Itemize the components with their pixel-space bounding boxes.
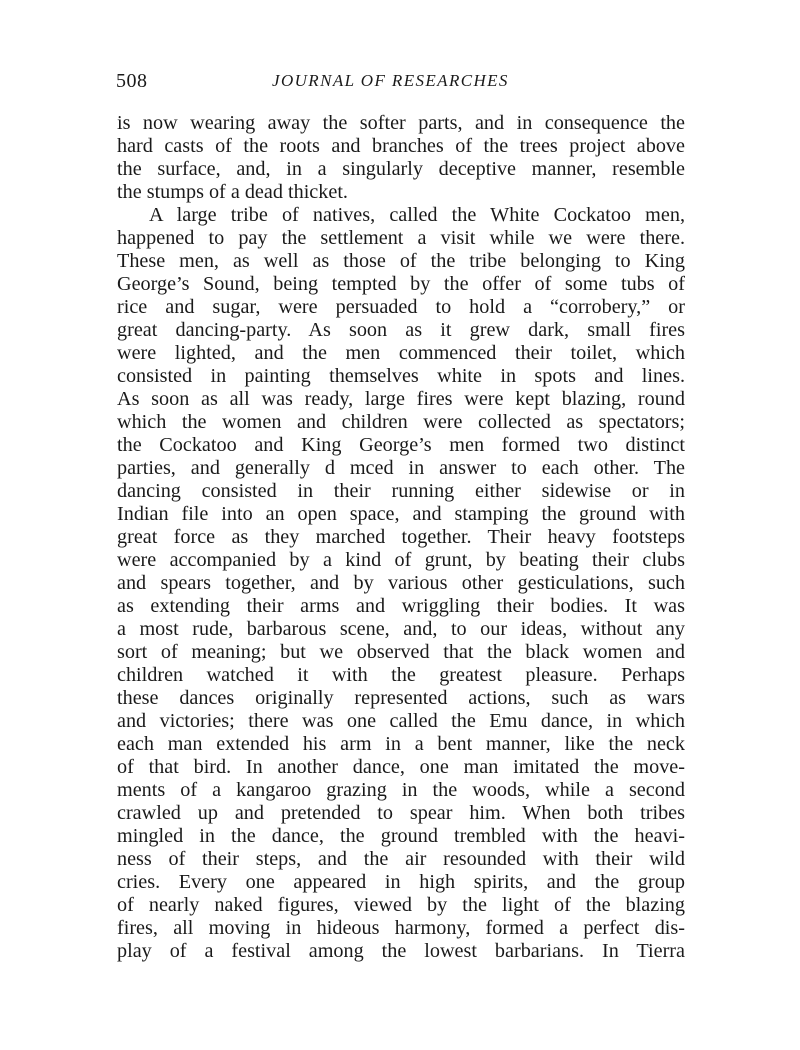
running-title: JOURNAL OF RESEARCHES — [272, 71, 509, 90]
text-line: the surface, and, in a singularly deceptive manner, resemble — [117, 158, 685, 180]
text-line: of nearly naked figures, viewed by the light of the blazing — [117, 894, 685, 916]
text-line: of that bird. In another dance, one man imitated the move- — [117, 756, 685, 778]
text-line: hard casts of the roots and branches of the trees project above — [117, 135, 685, 157]
text-line: A large tribe of natives, called the White Cockatoo men, — [149, 204, 685, 226]
text-line: which the women and children were collected as spectators; — [117, 411, 685, 433]
text-line: happened to pay the settlement a visit while we were there. — [117, 227, 685, 249]
text-line: rice and sugar, were persuaded to hold a “corrobery,” or — [117, 296, 685, 318]
text-line: the Cockatoo and King George’s men formed two distinct — [117, 434, 685, 456]
text-line: ments of a kangaroo grazing in the woods, while a second — [117, 779, 685, 801]
text-line: play of a festival among the lowest barbarians. In Tierra — [117, 940, 685, 962]
text-line: ness of their steps, and the air resounded with their wild — [117, 848, 685, 870]
body-text — [117, 112, 685, 963]
text-line: dancing consisted in their running either sidewise or in — [117, 480, 685, 502]
text-line: as extending their arms and wriggling their bodies. It was — [117, 595, 685, 617]
text-line: These men, as well as those of the tribe belonging to King — [117, 250, 685, 272]
text-line: consisted in painting themselves white in spots and lines. — [117, 365, 685, 387]
text-line: sort of meaning; but we observed that the black women and — [117, 641, 685, 663]
text-line: Indian file into an open space, and stamping the ground with — [117, 503, 685, 525]
text-line: a most rude, barbarous scene, and, to our ideas, without any — [117, 618, 685, 640]
text-line: these dances originally represented actions, such as wars — [117, 687, 685, 709]
text-line: great force as they marched together. Their heavy footsteps — [117, 526, 685, 548]
text-line: George’s Sound, being tempted by the offer of some tubs of — [117, 273, 685, 295]
text-line: As soon as all was ready, large fires were kept blazing, round — [117, 388, 685, 410]
text-line: children watched it with the greatest pleasure. Perhaps — [117, 664, 685, 686]
text-line: great dancing-party. As soon as it grew dark, small fires — [117, 319, 685, 341]
text-line: and victories; there was one called the Emu dance, in which — [117, 710, 685, 732]
page-number: 508 — [116, 70, 148, 92]
text-line: is now wearing away the softer parts, and in consequence the — [117, 112, 685, 134]
text-line: were accompanied by a kind of grunt, by beating their clubs — [117, 549, 685, 571]
text-line: crawled up and pretended to spear him. When both tribes — [117, 802, 685, 824]
text-line: the stumps of a dead thicket. — [117, 181, 348, 203]
text-line: fires, all moving in hideous harmony, formed a perfect dis- — [117, 917, 685, 939]
text-line: were lighted, and the men commenced their toilet, which — [117, 342, 685, 364]
text-line: cries. Every one appeared in high spirits, and the group — [117, 871, 685, 893]
text-line: and spears together, and by various other gesticulations, such — [117, 572, 685, 594]
text-line: mingled in the dance, the ground trembled with the heavi- — [117, 825, 685, 847]
text-line: parties, and generally d mced in answer to each other. The — [117, 457, 685, 479]
text-line: each man extended his arm in a bent manner, like the neck — [117, 733, 685, 755]
page-header — [116, 70, 686, 100]
